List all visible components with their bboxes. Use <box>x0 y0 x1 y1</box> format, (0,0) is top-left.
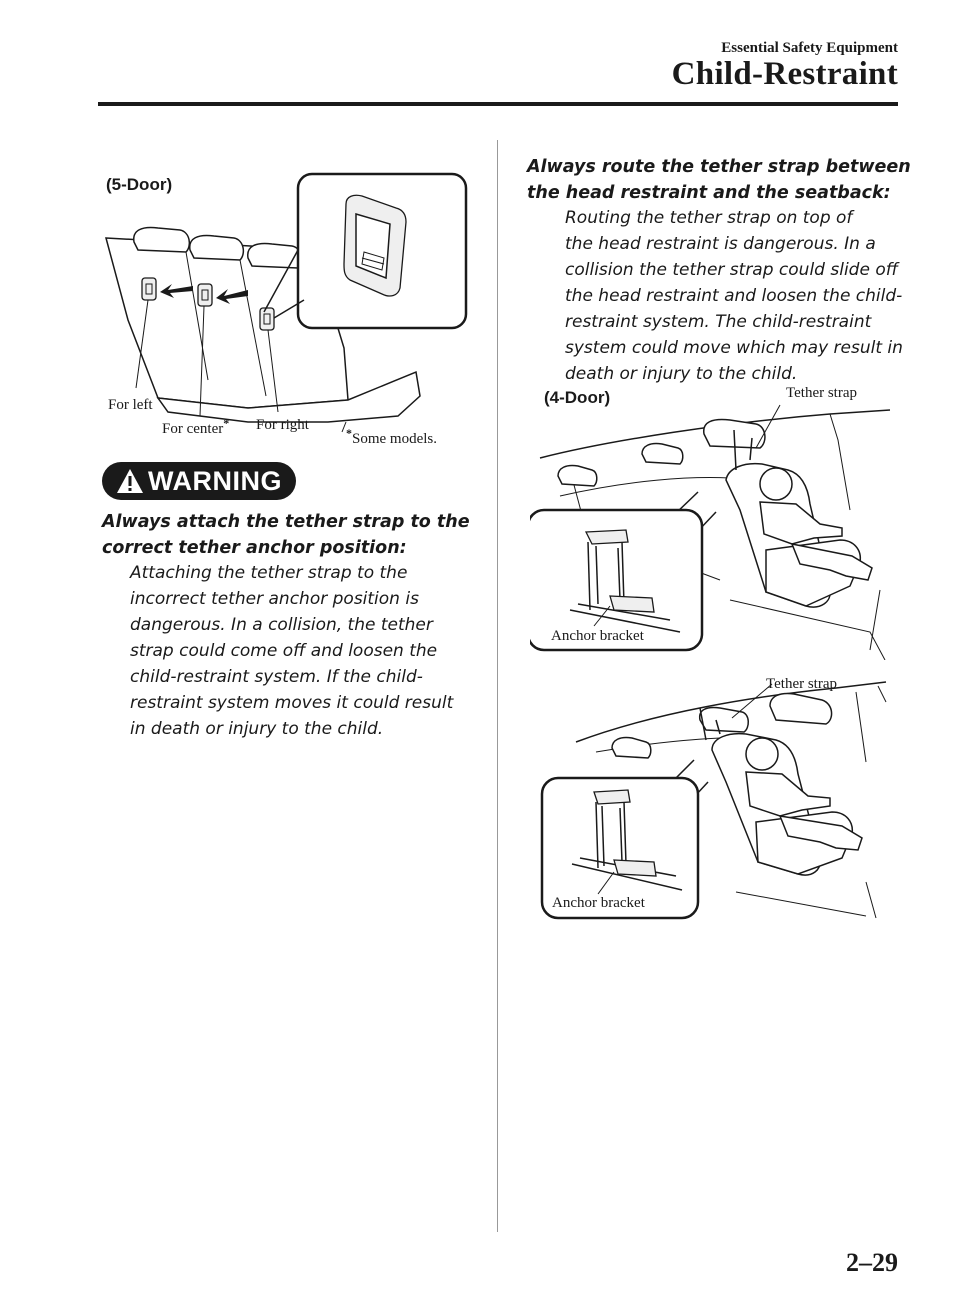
child-seat-illustration-bottom <box>536 672 900 928</box>
callout-for-right: For right <box>256 417 309 433</box>
header-rule <box>98 102 898 106</box>
route-body: Routing the tether strap on top of the head restraint is dangerous. In a collision the tether strap could slide off the head restraint and loosen the child- restraint system. The child-restraint system could move which may result in death or injury to the child. <box>565 208 903 384</box>
anchor-closeup <box>344 195 406 296</box>
callout-tether-strap-top: Tether strap <box>786 385 858 401</box>
page-number: 2–29 <box>846 1248 898 1277</box>
page-title: Child-Restraint <box>671 56 898 92</box>
column-divider <box>497 140 498 1232</box>
callout-anchor-bracket-top: Anchor bracket <box>551 628 644 644</box>
figure-5door <box>98 160 478 445</box>
warning-heading: Always attach the tether strap to the correct tether anchor position: <box>102 512 470 558</box>
callout-for-left: For left <box>108 397 153 413</box>
warning-body: Attaching the tether strap to the incorrect tether anchor position is dangerous. In a collision, the tether strap could come off and loosen the child-restraint system. If the child- restraint system moves it could result in death or injury to the child. <box>130 563 454 739</box>
figure-4door-label: (4-Door) <box>544 388 611 407</box>
route-heading: Always route the tether strap between the head restraint and the seatback: <box>527 157 911 203</box>
callout-anchor-bracket-bottom: Anchor bracket <box>552 895 645 911</box>
figure-5door-label: (5-Door) <box>106 175 173 194</box>
callout-for-center: For center* <box>162 416 230 437</box>
warning-triangle-icon <box>115 467 145 495</box>
section-name: Essential Safety Equipment <box>721 40 898 56</box>
callout-tether-strap-bottom: Tether strap <box>766 676 838 692</box>
figure-4door-bottom <box>536 672 900 928</box>
warning-badge <box>102 462 296 500</box>
rear-seat-illustration <box>98 160 478 445</box>
footnote: *Some models. <box>346 426 437 447</box>
warning-label: WARNING <box>148 466 282 496</box>
child-seat-illustration-top <box>530 400 900 660</box>
footnote-mark: * <box>223 416 230 430</box>
figure-4door-top <box>530 400 900 660</box>
footnote-mark: * <box>346 426 352 440</box>
